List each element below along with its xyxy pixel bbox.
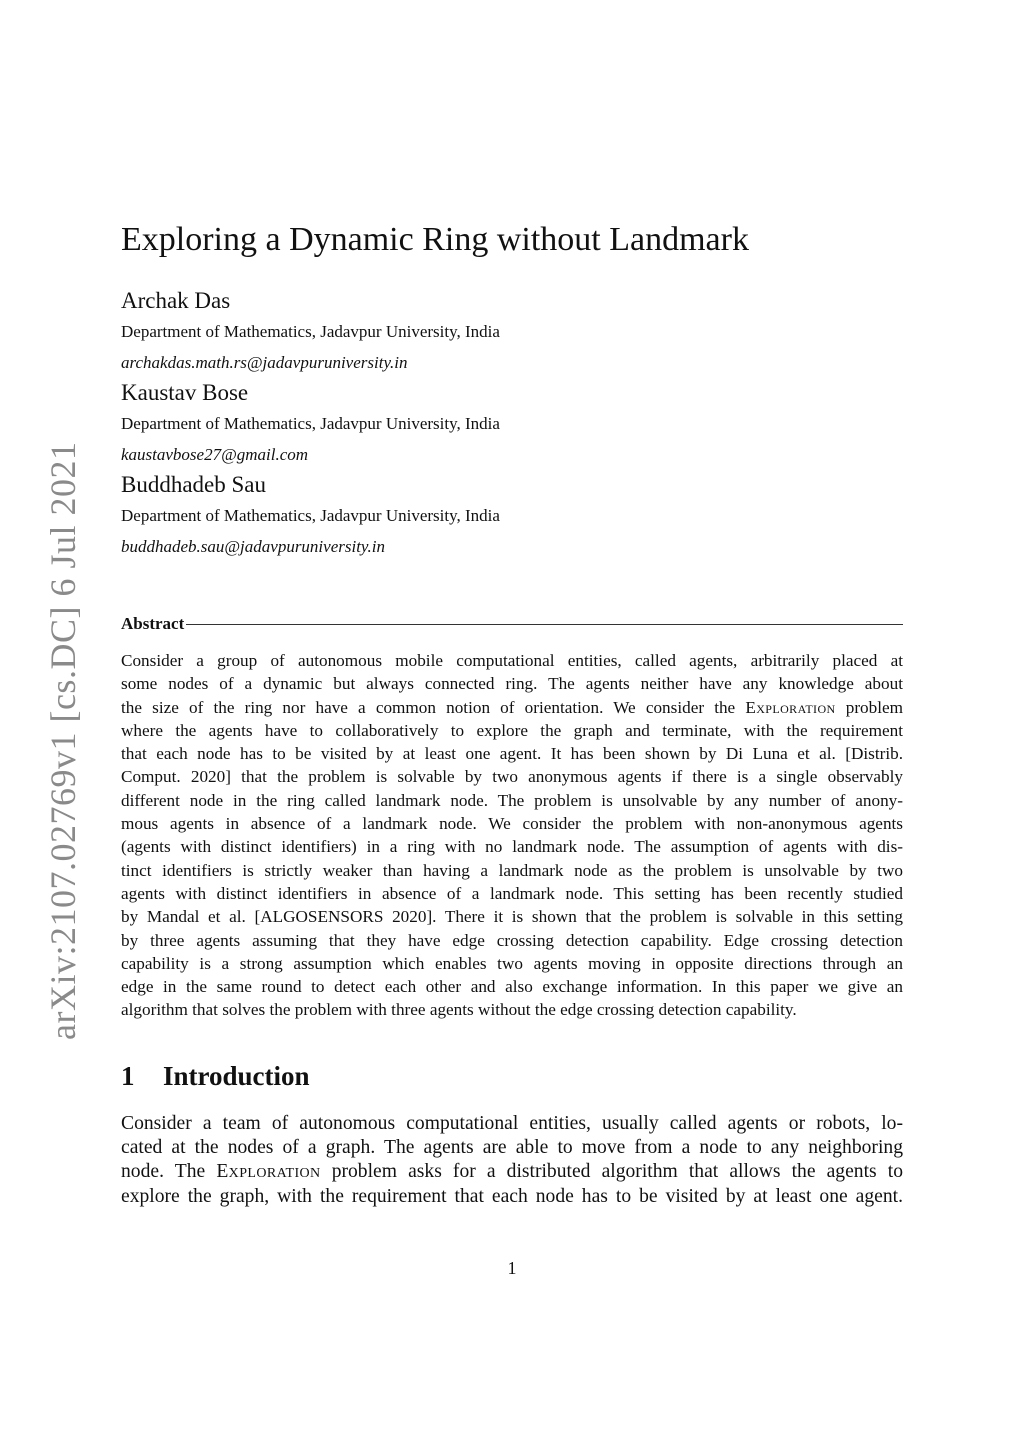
author-email[interactable]: kaustavbose27@gmail.com	[121, 445, 309, 464]
exploration-term: Exploration	[745, 697, 836, 717]
paper-title: Exploring a Dynamic Ring without Landmark	[121, 221, 749, 258]
exploration-term: Exploration	[216, 1161, 321, 1183]
abstract-line-text: the size of the ring nor have a common notion of orientation. We consider the	[121, 697, 736, 717]
abstract-rule-divider	[186, 624, 903, 625]
abstract-heading: Abstract	[121, 614, 185, 633]
abstract-line: edge in the same round to detect each other and also exchange information. In this paper we give an	[121, 977, 903, 997]
intro-line	[121, 1160, 903, 1184]
section-number: 1	[121, 1061, 135, 1091]
abstract-line: (agents with distinct identifiers) in a ring with no landmark node. The assumption of agents with dis-	[121, 837, 903, 857]
author-name: Kaustav Bose	[121, 380, 249, 405]
abstract-line: algorithm that solves the problem with three agents without the edge crossing detection capability.	[121, 1000, 797, 1020]
abstract-line: capability is a strong assumption which enables two agents moving in opposite directions through an	[121, 953, 903, 973]
section-heading	[121, 1058, 903, 1094]
abstract-heading-row	[121, 612, 903, 636]
author-email[interactable]: archakdas.math.rs@jadavpuruniversity.in	[121, 353, 408, 372]
author-entry	[121, 378, 921, 470]
intro-line: cated at the nodes of a graph. The agents are able to move from a node to any neighboring	[121, 1137, 903, 1159]
author-affiliation: Department of Mathematics, Jadavpur University, India	[121, 322, 500, 341]
author-affiliation: Department of Mathematics, Jadavpur University, India	[121, 506, 500, 525]
abstract-text	[121, 649, 903, 1022]
author-entry	[121, 286, 921, 378]
author-name: Buddhadeb Sau	[121, 472, 267, 497]
intro-line: explore the graph, with the requirement that each node has to be visited by at least one agent.	[121, 1185, 903, 1207]
abstract-line: some nodes of a dynamic but always connected ring. The agents neither have any knowledge about	[121, 674, 903, 694]
abstract-line: different node in the ring called landmark node. The problem is unsolvable by any number of anony-	[121, 790, 903, 810]
intro-line: Consider a team of autonomous computational entities, usually called agents or robots, lo-	[121, 1113, 903, 1134]
page-number: 1	[507, 1258, 517, 1278]
abstract-line: that each node has to be visited by at least one agent. It has been shown by Di Luna et al. [Distrib.	[121, 744, 903, 764]
abstract-line: by Mandal et al. [ALGOSENSORS 2020]. There it is shown that the problem is solvable in this setting	[121, 907, 903, 927]
author-affiliation: Department of Mathematics, Jadavpur University, India	[121, 414, 500, 433]
abstract-line-text: problem	[845, 697, 903, 717]
abstract-line	[121, 696, 903, 719]
arxiv-identifier-stamp: arXiv:2107.02769v1 [cs.DC] 6 Jul 2021	[43, 441, 83, 1040]
abstract-line: Consider a group of autonomous mobile computational entities, called agents, arbitrarily placed at	[121, 651, 903, 670]
abstract-line: tinct identifiers is strictly weaker than having a landmark node as the problem is unsolvable by two	[121, 860, 903, 880]
introduction-text	[121, 1112, 903, 1209]
author-block	[121, 286, 921, 562]
intro-line-text: node. The	[121, 1161, 206, 1183]
author-name: Archak Das	[121, 288, 231, 313]
section-title: Introduction	[163, 1061, 310, 1091]
author-email[interactable]: buddhadeb.sau@jadavpuruniversity.in	[121, 537, 386, 556]
intro-line-text: problem asks for a distributed algorithm that allows the agents to	[331, 1161, 903, 1183]
abstract-line: by three agents assuming that they have edge crossing detection capability. Edge crossing detection	[121, 930, 903, 950]
author-entry	[121, 470, 921, 562]
abstract-line: where the agents have to collaboratively to explore the graph and terminate, with the requirement	[121, 720, 903, 740]
abstract-line: mous agents in absence of a landmark node. We consider the problem with non-anonymous agents	[121, 814, 903, 834]
abstract-line: agents with distinct identifiers in absence of a landmark node. This setting has been recently studied	[121, 883, 903, 903]
abstract-line: Comput. 2020] that the problem is solvable by two anonymous agents if there is a single observably	[121, 767, 903, 787]
